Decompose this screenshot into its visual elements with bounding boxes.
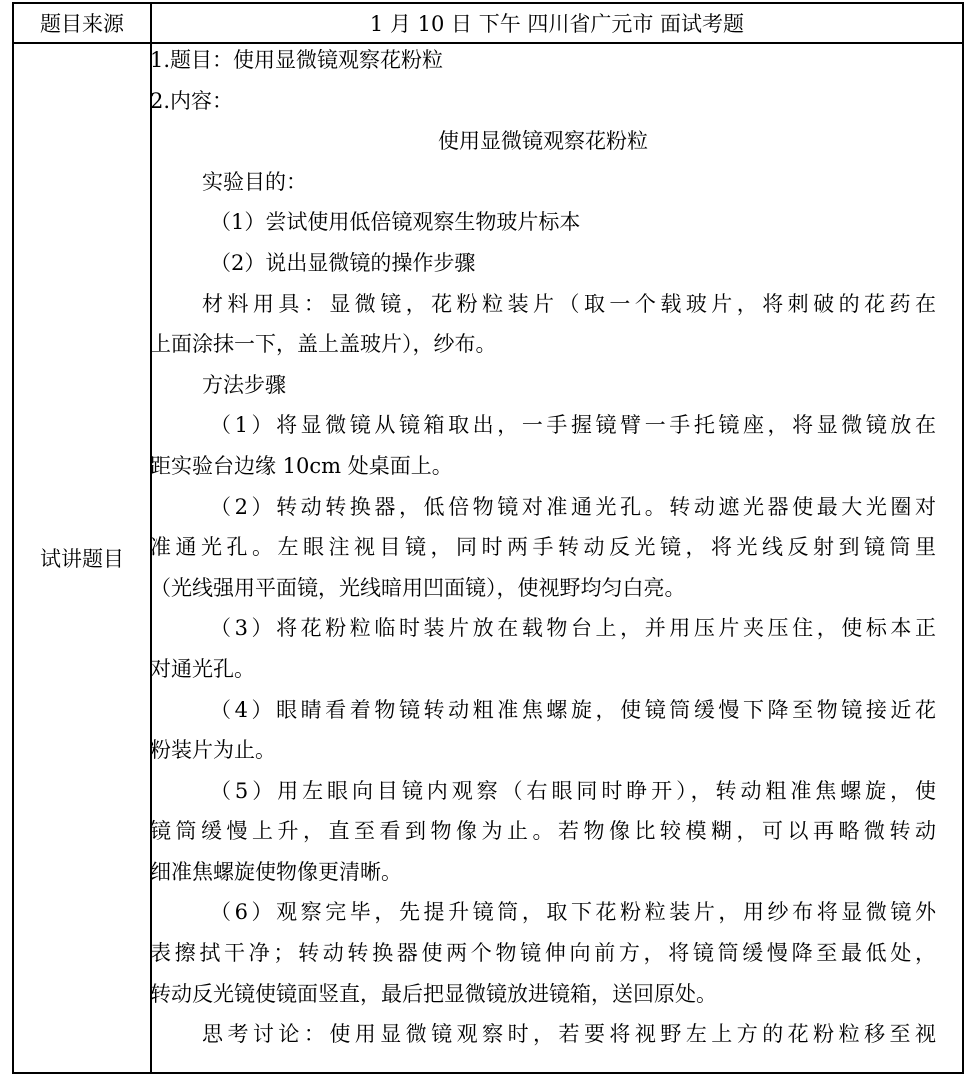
content-line: 镜筒缓慢上升，直至看到物像为止。若物像比较模糊，可以再略微转动: [150, 819, 936, 844]
content-line: （3）将花粉粒临时装片放在载物台上，并用压片夹压住，使标本正: [210, 616, 936, 641]
header-label: 题目来源: [40, 12, 124, 36]
content-line: （5）用左眼向目镜内观察（右眼同时睁开），转动粗准焦螺旋，使: [210, 778, 936, 803]
content-line: 对通光孔。: [150, 656, 255, 681]
content-line: 方法步骤: [202, 372, 286, 397]
content-line: 思考讨论：使用显微镜观察时，若要将视野左上方的花粉粒移至视: [202, 1022, 936, 1047]
content-line: 上面涂抹一下，盖上盖玻片），纱布。: [150, 332, 497, 357]
content-line: （4）眼睛看着物镜转动粗准焦螺旋，使镜筒缓慢下降至物镜接近花: [210, 697, 936, 722]
experiment-title: 使用显微镜观察花粉粒: [438, 129, 648, 154]
content-line: 1.题目：使用显微镜观察花粉粒: [150, 48, 444, 72]
content-line: 表擦拭干净；转动转换器使两个物镜伸向前方，将镜筒缓慢降至最低处，: [150, 941, 936, 966]
content-line: 2.内容：: [150, 88, 234, 113]
content-line: 细准焦螺旋使物像更清晰。: [150, 859, 402, 884]
content-line: 粉装片为止。: [150, 738, 276, 763]
content-line: （2）转动转换器，低倍物镜对准通光孔。转动遮光器使最大光圈对: [210, 494, 936, 519]
content-line: 准通光孔。左眼注视目镜，同时两手转动反光镜，将光线反射到镜筒里: [150, 535, 936, 560]
content-line: （6）观察完毕，先提升镜筒，取下花粉粒装片，用纱布将显微镜外: [210, 900, 936, 925]
content-line: 转动反光镜使镜面竖直，最后把显微镜放进镜箱，送回原处。: [150, 981, 717, 1006]
content-cell: [150, 40, 936, 1055]
header-label-cell: [14, 4, 150, 42]
content-line: 材料用具：显微镜，花粉粒装片（取一个载玻片，将刺破的花药在: [202, 291, 936, 316]
row-label: 试讲题目: [40, 547, 124, 571]
content-line: （1）将显微镜从镜箱取出，一手握镜臂一手托镜座，将显微镜放在: [210, 413, 936, 438]
content-line: （2）说出显微镜的操作步骤: [210, 250, 476, 275]
header-value-cell: [152, 4, 962, 42]
content-line: （光线强用平面镜，光线暗用凹面镜），使视野均匀白亮。: [150, 575, 686, 600]
content-line: （1）尝试使用低倍镜观察生物玻片标本: [210, 210, 581, 235]
content-line: 距实验台边缘 10cm 处桌面上。: [150, 453, 453, 478]
row-label-cell: [14, 44, 150, 1072]
header-value: 1 月 10 日 下午 四川省广元市 面试考题: [369, 12, 745, 36]
content-line: 实验目的：: [202, 169, 307, 194]
